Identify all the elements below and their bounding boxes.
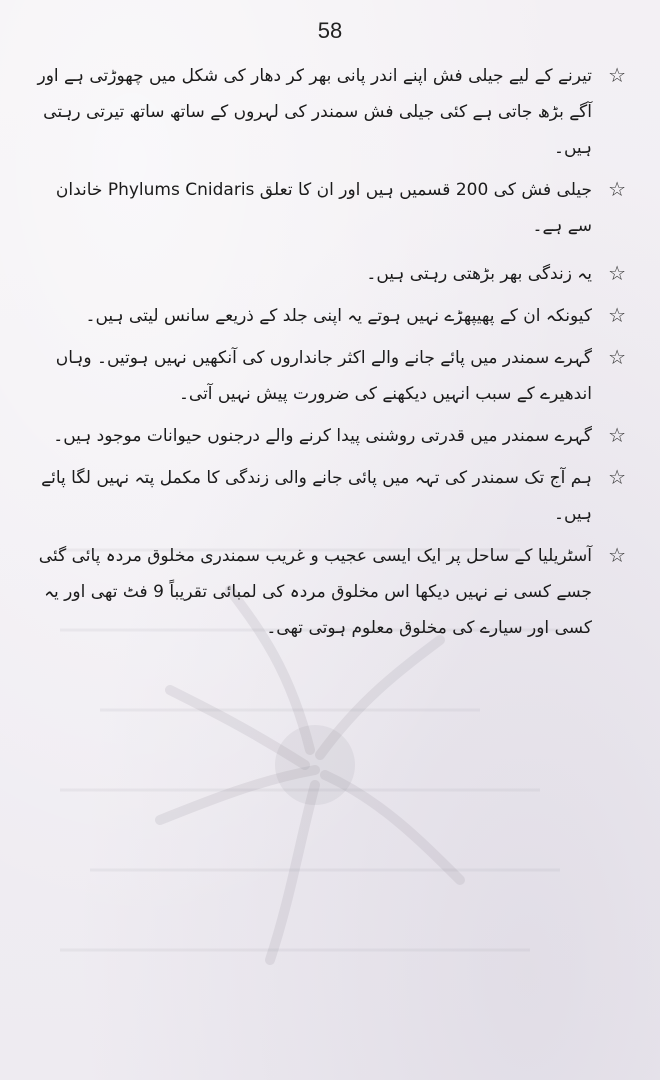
star-icon: ☆ xyxy=(608,177,626,201)
list-item xyxy=(28,172,632,244)
list-item-text: آسٹریلیا کے ساحل پر ایک ایسی عجیب و غریب سمندری مخلوق مردہ پائی گئی جسے کسی نے نہیں دیکھا اس مخلوق مردہ کی لمبائی تقریباً 9 فٹ تھی اور یہ کسی اور سیارے کی مخلوق معلوم ہوتی تھی۔ xyxy=(38,546,592,638)
star-icon: ☆ xyxy=(608,423,626,447)
list-item xyxy=(28,340,632,412)
list-item-text: گہرے سمندر میں قدرتی روشنی پیدا کرنے والے درجنوں حیوانات موجود ہیں۔ xyxy=(53,426,592,446)
star-icon: ☆ xyxy=(608,63,626,87)
list-item-text: یہ زندگی بھر بڑھتی رہتی ہیں۔ xyxy=(366,264,592,284)
fact-list xyxy=(28,58,632,646)
list-item-text: جیلی فش کی 200 قسمیں ہیں اور ان کا تعلق Phylums Cnidaris خاندان سے ہے۔ xyxy=(55,180,592,236)
list-item xyxy=(28,256,632,292)
list-item xyxy=(28,538,632,646)
list-item-text: گہرے سمندر میں پائے جانے والے اکثر جانداروں کی آنکھیں نہیں ہوتیں۔ وہاں اندھیرے کے سبب انہیں دیکھنے کی ضرورت پیش نہیں آتی۔ xyxy=(55,348,592,404)
list-item-text: کیونکہ ان کے پھیپھڑے نہیں ہوتے یہ اپنی جلد کے ذریعے سانس لیتی ہیں۔ xyxy=(85,306,592,326)
list-item-text: تیرنے کے لیے جیلی فش اپنے اندر پانی بھر کر دھار کی شکل میں چھوڑتی ہے اور آگے بڑھ جاتی ہے کئی جیلی فش سمندر کی لہروں کے ساتھ ساتھ تیرتی رہتی ہیں۔ xyxy=(37,66,592,158)
star-icon: ☆ xyxy=(608,543,626,567)
page-number: 58 xyxy=(317,18,343,43)
star-icon: ☆ xyxy=(608,345,626,369)
list-item xyxy=(28,460,632,532)
list-item xyxy=(28,418,632,454)
star-icon: ☆ xyxy=(608,303,626,327)
star-icon: ☆ xyxy=(608,261,626,285)
list-item xyxy=(28,298,632,334)
list-item xyxy=(28,58,632,166)
star-icon: ☆ xyxy=(608,465,626,489)
list-item-text: ہم آج تک سمندر کی تہہ میں پائی جانے والی زندگی کا مکمل پتہ نہیں لگا پائے ہیں۔ xyxy=(41,468,592,524)
